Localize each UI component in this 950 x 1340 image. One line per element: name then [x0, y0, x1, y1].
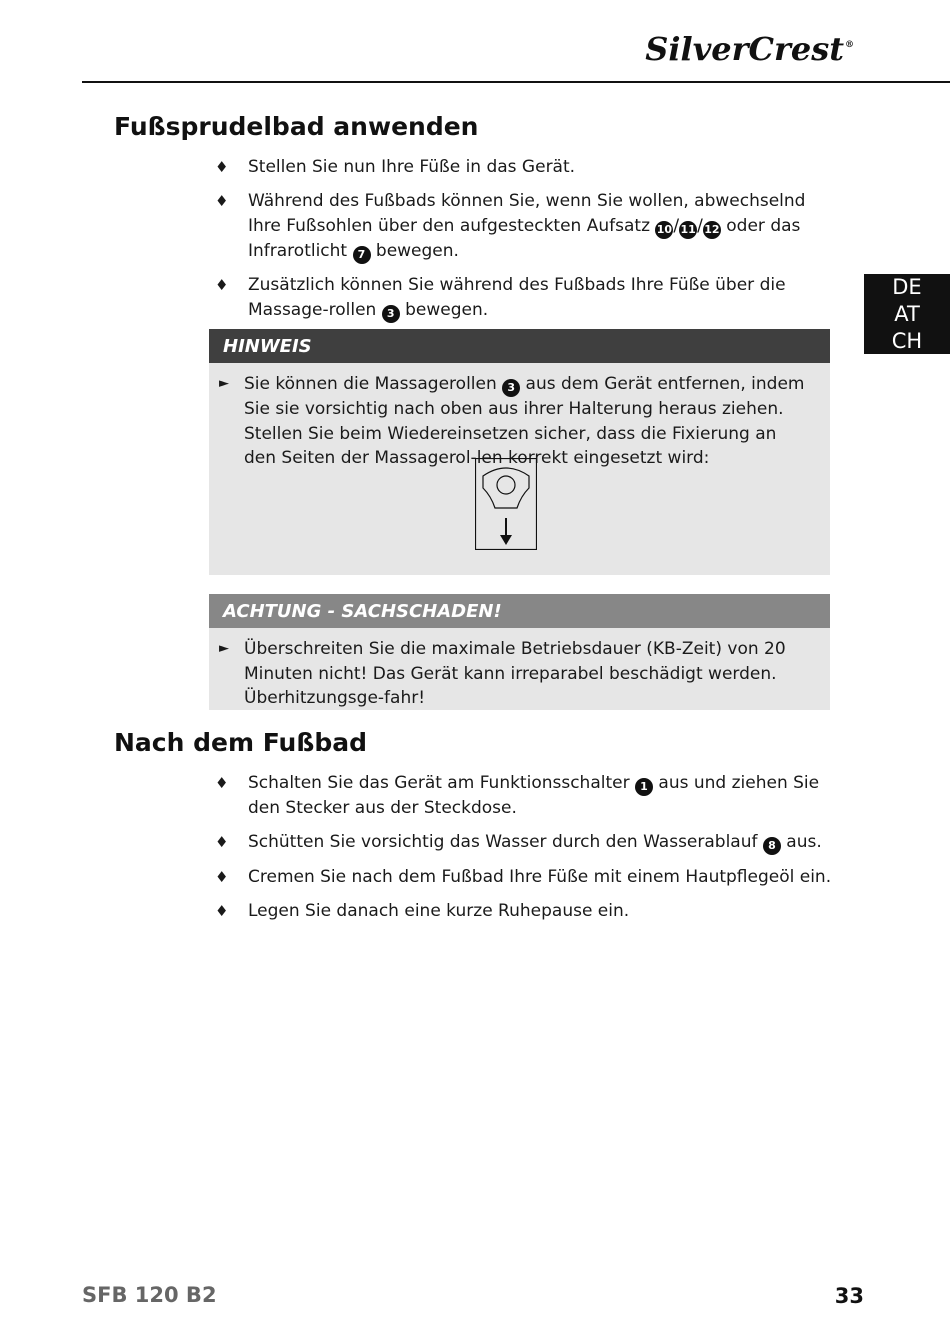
achtung-body [209, 628, 830, 711]
reference-number-badge: 3 [502, 379, 520, 397]
diamond-bullet-icon: ♦ [215, 774, 229, 792]
diamond-bullet-icon: ♦ [215, 867, 229, 886]
list-item: ♦ Schütten Sie vorsichtig das Wasser durch den Wasserablauf 8 aus. [215, 830, 835, 855]
pointer-arrow-icon: ► [219, 641, 229, 656]
list-item: ♦ Zusätzlich können Sie während des Fußbads Ihre Füße über die Massage-rollen 3 bewegen. [215, 273, 835, 323]
diamond-bullet-icon: ♦ [215, 192, 229, 210]
brand-name: SilverCrest [645, 30, 844, 68]
diamond-bullet-icon: ♦ [215, 276, 229, 294]
reference-number-badge: 8 [763, 837, 781, 855]
diamond-bullet-icon: ♦ [215, 158, 229, 176]
diamond-bullet-icon: ♦ [215, 833, 229, 851]
hinweis-box [209, 329, 830, 575]
lang-ch: CH [891, 329, 923, 353]
list-item: ♦ Stellen Sie nun Ihre Füße in das Gerät. [215, 155, 835, 180]
registered-mark: ® [845, 40, 854, 50]
lang-at: AT [894, 302, 920, 326]
bullet-list-usage [215, 155, 835, 332]
brand-logo [645, 30, 854, 68]
header-rule [82, 81, 950, 83]
reference-number-badge: 11 [679, 221, 697, 239]
achtung-title: ACHTUNG - SACHSCHADEN! [209, 594, 830, 628]
reference-number-badge: 1 [635, 778, 653, 796]
list-item: ♦ Schalten Sie das Gerät am Funktionsschalter 1 aus und ziehen Sie den Stecker aus der Steckdose. [215, 773, 820, 818]
language-tab [864, 274, 950, 354]
reference-number-badge: 12 [703, 221, 721, 239]
list-item: ♦ Cremen Sie nach dem Fußbad Ihre Füße mit einem Hautpflegeöl ein. [215, 865, 835, 890]
reference-number-badge: 7 [353, 246, 371, 264]
achtung-box [209, 594, 830, 710]
reference-number-badge: 10 [655, 221, 673, 239]
massage-roller-fixing-diagram [475, 458, 537, 550]
hinweis-title: HINWEIS [209, 329, 830, 363]
diamond-bullet-icon: ♦ [215, 901, 229, 920]
reference-number-badge: 3 [382, 305, 400, 323]
list-item: ♦ Während des Fußbads können Sie, wenn Sie wollen, abwechselnd Ihre Fußsohlen über den aufgesteckten Aufsatz 10/11/12 oder das Infrarotlicht 7 bewegen. [215, 189, 835, 264]
section-title-fusssprudelbad: Fußsprudelbad anwenden [114, 112, 479, 141]
page-number: 33 [834, 1284, 864, 1308]
list-item: ♦ Legen Sie danach eine kurze Ruhepause ein. [215, 899, 835, 924]
lang-de: DE [892, 275, 922, 299]
hinweis-body [209, 363, 830, 471]
achtung-text: Überschreiten Sie die maximale Betriebsdauer (KB-Zeit) von 20 Minuten nicht! Das Gerät kann irreparabel beschädigt werden. Überhitzungsge-fahr! [244, 639, 786, 708]
section-title-nach-dem-fussbad: Nach dem Fußbad [114, 728, 367, 757]
hinweis-text: Sie können die Massagerollen 3 aus dem Gerät entfernen, indem Sie sie vorsichtig nach oben aus ihrer Halterung heraus ziehen. Stellen Sie beim Wiedereinsetzen sicher, dass die Fixierung an den Seiten der Massagerol-len korrekt eingesetzt wird: [244, 374, 805, 468]
footer-model: SFB 120 B2 [82, 1283, 217, 1307]
bullet-list-after [215, 771, 835, 933]
pointer-arrow-icon: ► [219, 376, 229, 391]
